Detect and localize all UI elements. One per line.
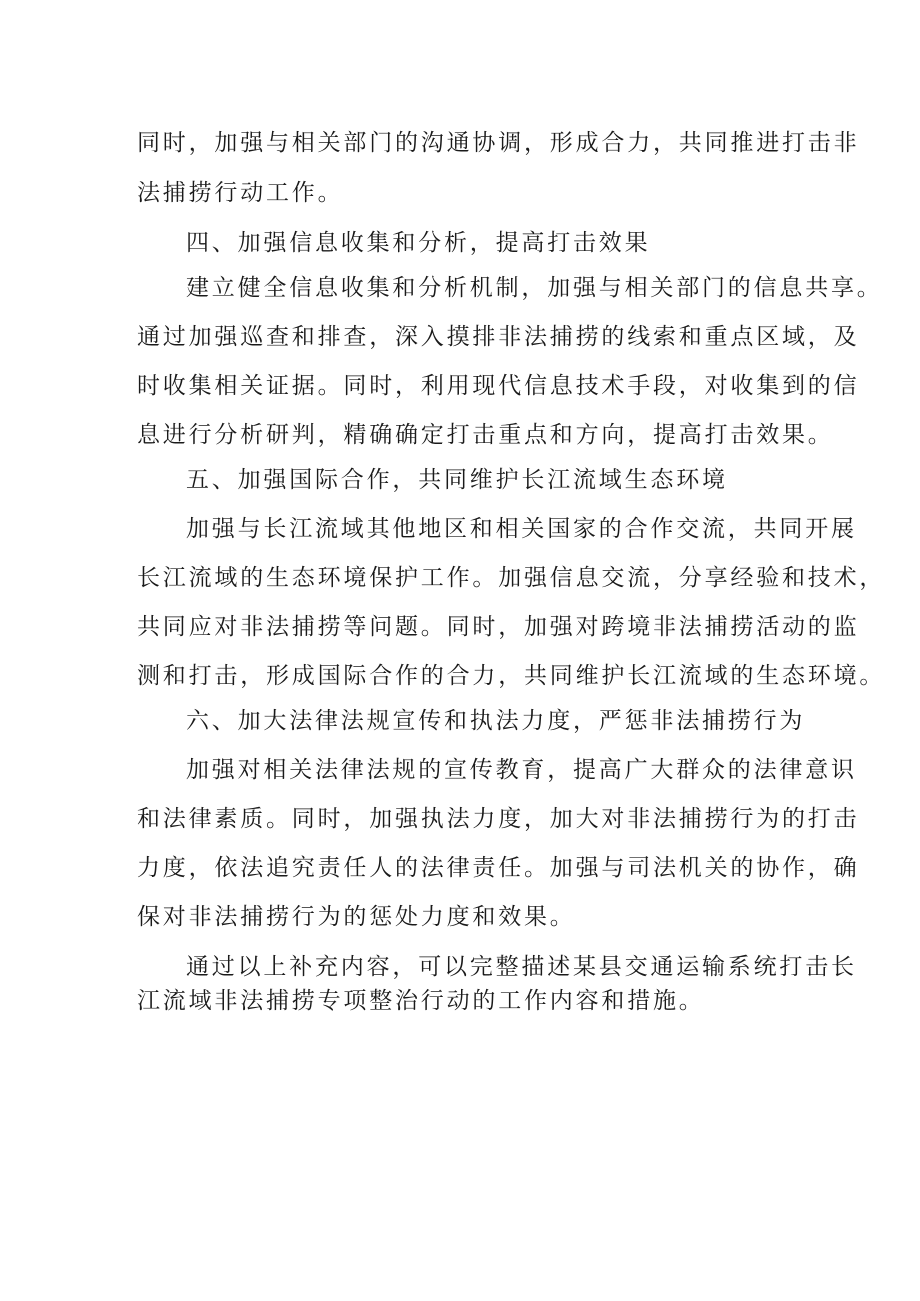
section-heading-4: 四、加强信息收集和分析，提高打击效果 — [186, 230, 651, 256]
body-text-line: 息进行分析研判，精确确定打击重点和方向，提高打击效果。 — [137, 422, 834, 448]
section-heading-6: 六、加大法律法规宣传和执法力度，严惩非法捕捞行为 — [186, 708, 806, 734]
body-text-line: 长江流域的生态环境保护工作。加强信息交流，分享经验和技术， — [137, 565, 886, 591]
body-text-line: 通过加强巡查和排查，深入摸排非法捕捞的线索和重点区域，及 — [137, 324, 860, 350]
body-text-line: 同时，加强与相关部门的沟通协调，形成合力，共同推进打击非 — [137, 130, 860, 156]
body-text-line: 加强与长江流域其他地区和相关国家的合作交流，共同开展 — [186, 516, 857, 542]
body-text-line: 和法律素质。同时，加强执法力度，加大对非法捕捞行为的打击 — [137, 806, 860, 832]
body-text-line: 保对非法捕捞行为的惩处力度和效果。 — [137, 904, 576, 930]
body-text-line: 共同应对非法捕捞等问题。同时，加强对跨境非法捕捞活动的监 — [137, 614, 860, 640]
body-text-line: 法捕捞行动工作。 — [137, 180, 344, 206]
section-heading-5: 五、加强国际合作，共同维护长江流域生态环境 — [186, 467, 728, 493]
body-text-line: 建立健全信息收集和分析机制，加强与相关部门的信息共享。 — [186, 275, 883, 301]
summary-text-line: 江流域非法捕捞专项整治行动的工作内容和措施。 — [137, 988, 705, 1014]
body-text-line: 时收集相关证据。同时，利用现代信息技术手段，对收集到的信 — [137, 373, 860, 399]
summary-text-line: 通过以上补充内容，可以完整描述某县交通运输系统打击长 — [186, 954, 857, 980]
body-text-line: 测和打击，形成国际合作的合力，共同维护长江流域的生态环境。 — [137, 663, 886, 689]
body-text-line: 加强对相关法律法规的宣传教育，提高广大群众的法律意识 — [186, 757, 857, 783]
body-text-line: 力度，依法追究责任人的法律责任。加强与司法机关的协作，确 — [137, 855, 860, 881]
